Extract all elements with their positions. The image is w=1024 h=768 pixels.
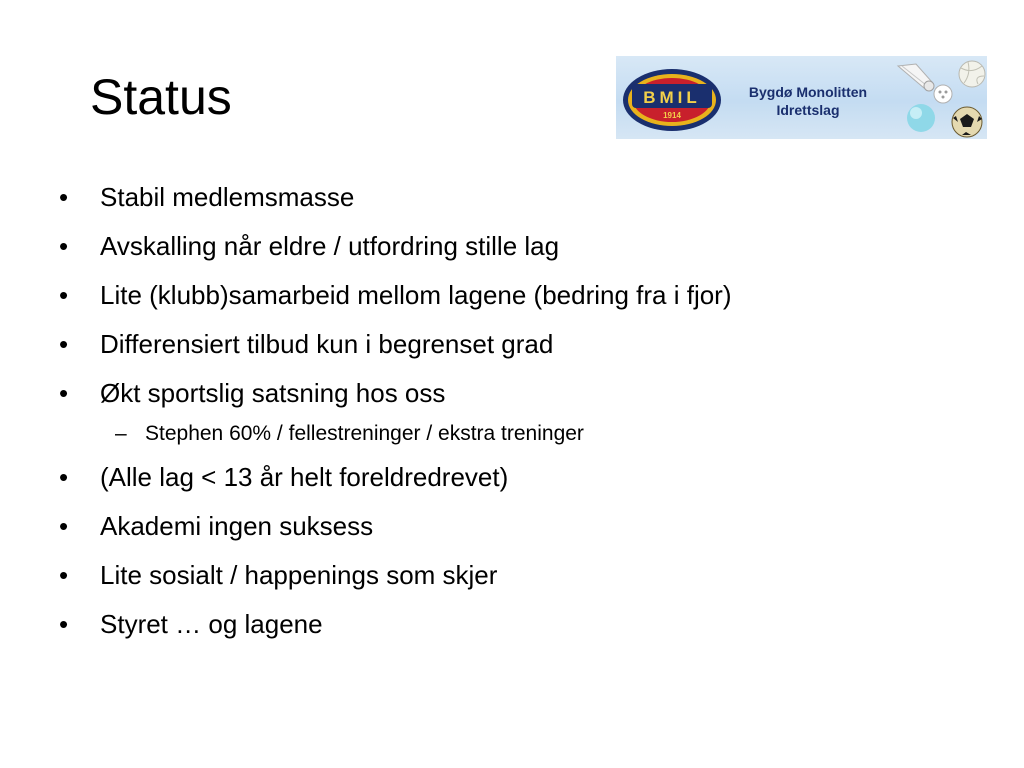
bullet-marker: •: [59, 329, 69, 359]
bullet-marker: •: [59, 560, 69, 590]
slide-title: Status: [90, 69, 232, 125]
bullet-text: Lite (klubb)samarbeid mellom lagene (bedring fra i fjor): [100, 280, 732, 310]
bullet-marker: •: [59, 511, 69, 541]
list-item: [0, 181, 1024, 230]
list-item: [0, 608, 1024, 657]
bullet-text: Lite sosialt / happenings som skjer: [100, 560, 498, 590]
badge-year: 1914: [663, 111, 681, 120]
bullet-text: Styret … og lagene: [100, 609, 323, 639]
bullet-marker: •: [59, 378, 69, 408]
bullet-text: Differensiert tilbud kun i begrenset grad: [100, 329, 554, 359]
bullet-list: [0, 181, 1024, 657]
club-name-line2: Idrettslag: [776, 102, 840, 118]
club-logo-banner: [616, 56, 987, 139]
list-item: [0, 510, 1024, 559]
club-name: [728, 83, 888, 119]
bullet-text: Avskalling når eldre / utfordring stille lag: [100, 231, 560, 261]
sub-bullet-marker: –: [115, 422, 127, 445]
list-item: [0, 230, 1024, 279]
badge-text: BMIL: [643, 88, 701, 107]
shuttlecock-icon: [898, 64, 934, 91]
list-item: [0, 559, 1024, 608]
club-name-line1: Bygdø Monolitten: [748, 84, 868, 100]
bullet-text: (Alle lag < 13 år helt foreldredrevet): [100, 462, 509, 492]
bullet-marker: •: [59, 462, 69, 492]
bullet-marker: •: [59, 182, 69, 212]
bullet-marker: •: [59, 280, 69, 310]
floorball-icon: [934, 85, 952, 103]
list-item: [0, 461, 1024, 510]
volleyball-icon: [959, 61, 985, 87]
ball-icon: [907, 104, 935, 132]
soccer-ball-icon: [952, 107, 982, 137]
sub-list-item: [0, 420, 1024, 461]
bullet-marker: •: [59, 609, 69, 639]
bullet-marker: •: [59, 231, 69, 261]
list-item: [0, 377, 1024, 426]
bmil-badge-icon: [623, 69, 721, 131]
bullet-text: Akademi ingen suksess: [100, 511, 374, 541]
bullet-text: Økt sportslig satsning hos oss: [100, 378, 446, 408]
sub-bullet-text: Stephen 60% / fellestreninger / ekstra treninger: [145, 422, 584, 445]
bullet-text: Stabil medlemsmasse: [100, 182, 355, 212]
list-item: [0, 328, 1024, 377]
list-item: [0, 279, 1024, 328]
